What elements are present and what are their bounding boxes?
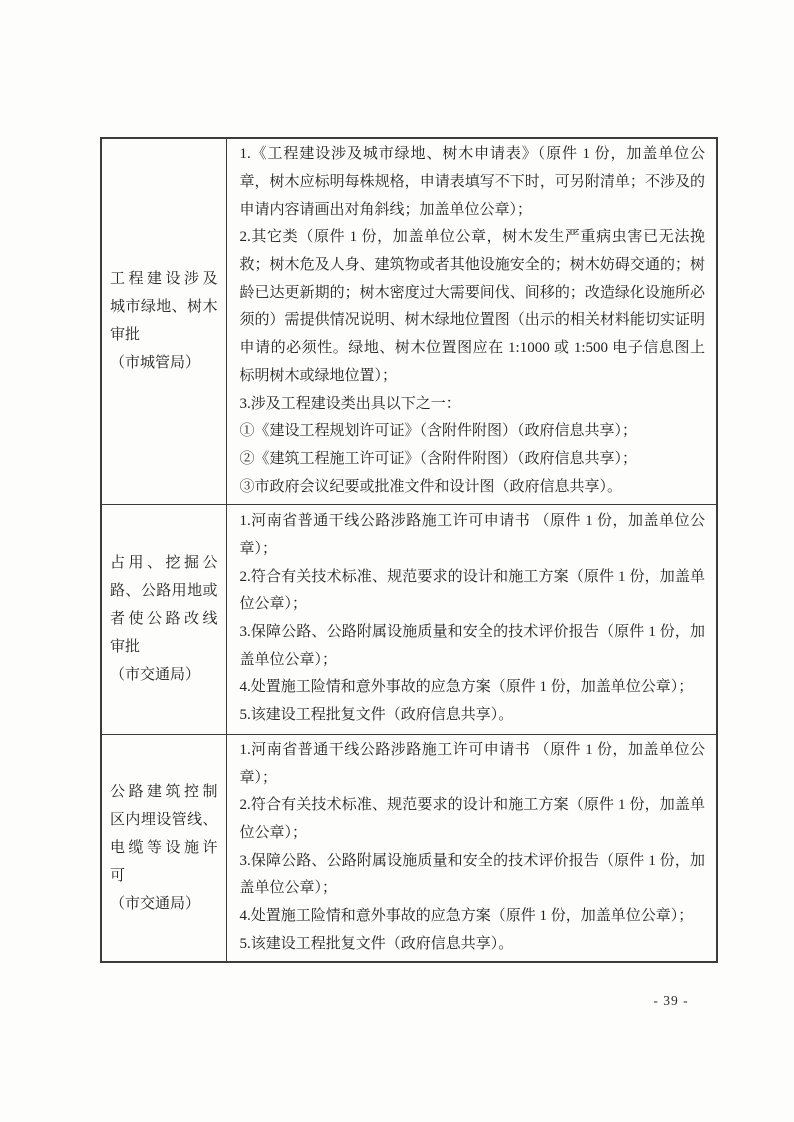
material-item: ①《建设工程规划许可证》（含附件附图）（政府信息共享）；	[239, 423, 638, 440]
item-authority: （市交通局）	[110, 667, 201, 683]
item-name-line: 者使公路改线	[110, 611, 218, 627]
item-authority: （市城管局）	[110, 355, 201, 372]
table-row	[101, 504, 717, 734]
material-item: 2.符合有关技术标准、规范要求的设计和施工方案（原件 1 份，加盖单位公章）；	[239, 797, 705, 842]
materials-cell	[226, 734, 717, 962]
material-item: 1.河南省普通干线公路涉路施工许可申请书 （原件 1 份，加盖单位公章）；	[239, 513, 705, 557]
item-name-line: 审批	[110, 327, 141, 344]
item-name-cell	[101, 504, 226, 734]
table-row	[101, 734, 717, 962]
material-item: 1.河南省普通干线公路涉路施工许可申请书 （原件 1 份，加盖单位公章）；	[239, 741, 705, 786]
item-name-cell	[101, 138, 226, 504]
material-item: 1.《工程建设涉及城市绿地、树木申请表》（原件 1 份，加盖单位公章，树木应标明每株规格，申请表填写不下时，可另附清单；不涉及的申请内容请画出对角斜线；加盖单位公章）；	[239, 146, 705, 218]
item-name-line: 可	[110, 867, 126, 884]
material-item: 3.保障公路、公路附属设施质量和安全的技术评价报告（原件 1 份，加盖单位公章）；	[239, 852, 705, 897]
approval-materials-table	[100, 137, 718, 963]
material-item: 3.涉及工程建设类出具以下之一：	[239, 395, 461, 412]
material-item: ②《建筑工程施工许可证》（含附件附图）（政府信息共享）；	[239, 450, 638, 467]
item-name-line: 电缆等设施许	[110, 839, 218, 856]
material-item: 5.该建设工程批复文件（政府信息共享）。	[239, 707, 514, 724]
material-item: 2.其它类（原件 1 份，加盖单位公章，树木发生严重病虫害已无法挽救；树木危及人身、建筑物或者其他设施安全的；树木妨碍交通的；树龄已达更新期的；树木密度过大需要间伐、间移的；改造绿化设施所必须的）需提供情况说明、树木绿地位置图（出示的相关材料能切实证明申请的必须性。绿地、树木位置图应在 1:1000 或 1:500 电子信息图上标明树木或绿地位置）；	[239, 229, 705, 384]
page-number: - 39 -	[653, 993, 689, 1008]
item-name-line: 工程建设涉及	[110, 271, 218, 288]
item-name-line: 审批	[110, 639, 141, 655]
item-name-line: 区内埋设管线、	[110, 811, 218, 828]
materials-cell	[226, 138, 717, 504]
item-name-cell	[101, 734, 226, 962]
item-name-line: 公路建筑控制	[110, 783, 218, 800]
item-name-line: 占用、挖掘公	[110, 555, 218, 571]
item-authority: （市交通局）	[110, 895, 201, 912]
material-item: 5.该建设工程批复文件（政府信息共享）。	[239, 935, 514, 952]
material-item: 4.处置施工险情和意外事故的应急方案（原件 1 份，加盖单位公章）；	[239, 908, 694, 925]
material-item: ③市政府会议纪要或批准文件和设计图（政府信息共享）。	[239, 478, 623, 495]
materials-cell	[226, 504, 717, 734]
item-name-line: 路、公路用地或	[110, 583, 218, 599]
material-item: 3.保障公路、公路附属设施质量和安全的技术评价报告（原件 1 份，加盖单位公章）；	[239, 624, 705, 668]
material-item: 2.符合有关技术标准、规范要求的设计和施工方案（原件 1 份，加盖单位公章）；	[239, 568, 705, 613]
item-name-line: 城市绿地、树木	[110, 299, 218, 316]
material-item: 4.处置施工险情和意外事故的应急方案（原件 1 份，加盖单位公章）；	[239, 679, 694, 696]
table-row	[101, 138, 717, 504]
